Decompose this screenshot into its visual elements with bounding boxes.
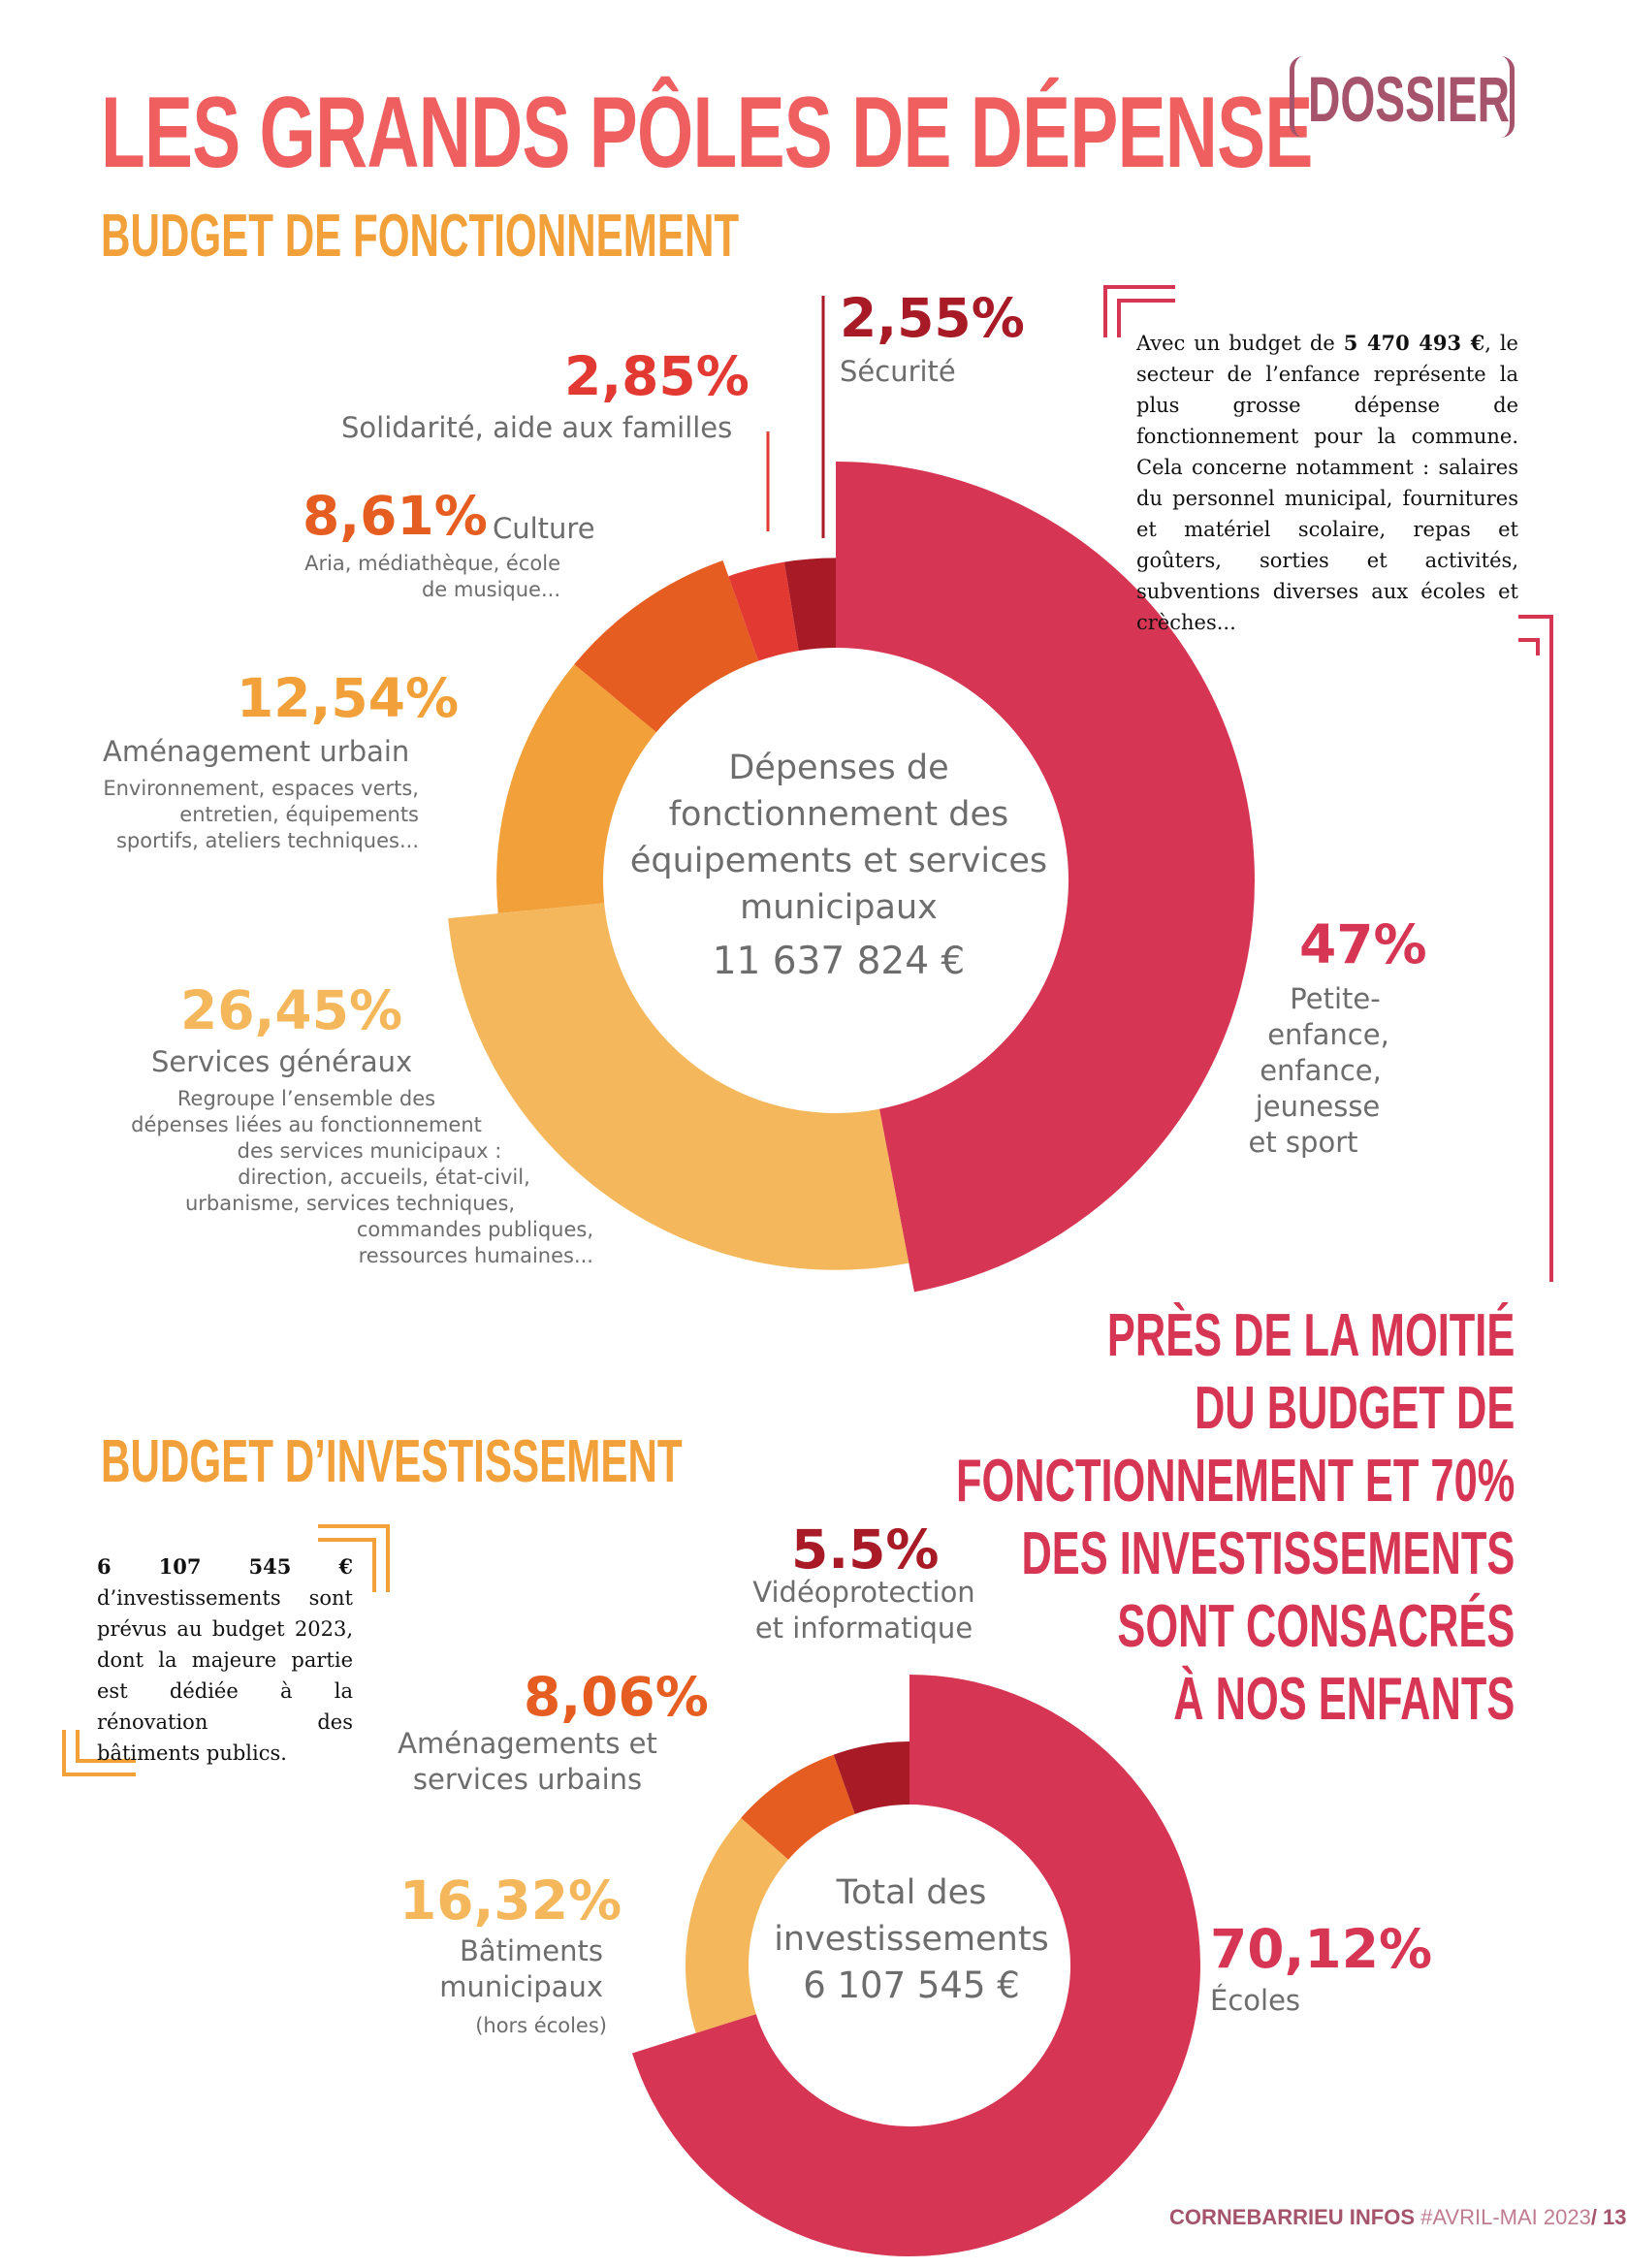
amenagement-sub-3: sportifs, ateliers techniques... bbox=[115, 829, 419, 852]
label-services-name: Services généraux bbox=[151, 1045, 413, 1078]
enfance-name-1: Petite- bbox=[1290, 982, 1381, 1015]
services-sub-1: Regroupe l’ensemble des bbox=[176, 1087, 436, 1110]
enfance-name-4: jeunesse bbox=[1255, 1090, 1381, 1123]
invest-note-amount: 6 107 545 € bbox=[97, 1554, 353, 1579]
label-securite-name: Sécurité bbox=[840, 355, 956, 388]
label-bat-name bbox=[380, 1933, 603, 2005]
center-line-4: municipaux bbox=[740, 888, 938, 927]
section-heading-fonctionnement: BUDGET DE FONCTIONNEMENT bbox=[101, 203, 740, 270]
quote-line-6: À NOS ENFANTS bbox=[1172, 1666, 1515, 1733]
label-bat-sub: (hors écoles) bbox=[475, 2014, 607, 2037]
label-solidarite-pct: 2,85% bbox=[564, 345, 750, 407]
label-amenagement-name: Aménagement urbain bbox=[103, 735, 410, 768]
label-solidarite-name: Solidarité, aide aux familles bbox=[341, 411, 733, 444]
amen-name-2: services urbains bbox=[412, 1763, 643, 1796]
amen-name-1: Aménagements et bbox=[398, 1727, 657, 1760]
services-sub-7: ressources humaines... bbox=[358, 1244, 593, 1267]
invest-center-total: 6 107 545 € bbox=[803, 1965, 1020, 2006]
page-footer bbox=[1169, 2205, 1627, 2230]
footer-issue: #AVRIL-MAI 2023 bbox=[1420, 2205, 1591, 2229]
label-video-name bbox=[741, 1575, 987, 1646]
enfance-name-2: enfance, bbox=[1267, 1018, 1389, 1051]
amenagement-sub-1: Environnement, espaces verts, bbox=[103, 777, 419, 800]
enfance-name-5: et sport bbox=[1248, 1126, 1358, 1159]
video-name-1: Vidéoprotection bbox=[752, 1576, 975, 1609]
center-line-2: fonctionnement des bbox=[668, 795, 1009, 834]
quote-line-1: PRÈS DE LA MOITIÉ bbox=[1106, 1302, 1515, 1369]
amenagement-sub-2: entretien, équipements bbox=[179, 803, 419, 826]
label-ecoles-name: Écoles bbox=[1210, 1984, 1301, 2017]
services-sub-2: dépenses liées au fonctionnement bbox=[131, 1113, 482, 1136]
label-enfance-pct: 47% bbox=[1299, 913, 1427, 975]
quote-line-5: SONT CONSACRÉS bbox=[1117, 1593, 1515, 1660]
quote-line-3: FONCTIONNEMENT ET 70% bbox=[955, 1448, 1515, 1515]
invest-note-post: d’investissements sont prévus au budget 2023, dont la majeure partie est dédiée à la rénovation des bâtiments publics. bbox=[97, 1586, 353, 1765]
invest-center-line-2: investissements bbox=[774, 1920, 1049, 1959]
label-culture-name: Culture bbox=[493, 512, 595, 545]
services-sub-3: des services municipaux : bbox=[237, 1139, 502, 1163]
quote-line-2: DU BUDGET DE bbox=[1194, 1375, 1515, 1442]
investissement-center bbox=[754, 1869, 1069, 2009]
label-services-pct: 26,45% bbox=[180, 979, 403, 1041]
dossier-badge-label: DOSSIER bbox=[1308, 63, 1510, 135]
enfance-note-pre: Avec un budget de bbox=[1136, 332, 1344, 355]
enfance-name-3: enfance, bbox=[1260, 1054, 1382, 1087]
footer-brand: CORNEBARRIEU INFOS bbox=[1169, 2205, 1416, 2229]
label-video-pct: 5.5% bbox=[791, 1518, 940, 1581]
invest-center-line-1: Total des bbox=[836, 1873, 987, 1912]
section-heading-investissement: BUDGET D’INVESTISSEMENT bbox=[101, 1428, 683, 1495]
label-amen-pct: 8,06% bbox=[524, 1666, 709, 1728]
services-sub-5: urbanisme, services techniques, bbox=[184, 1192, 516, 1215]
culture-sub-1: Aria, médiathèque, école bbox=[304, 552, 560, 575]
bat-name-2: municipaux bbox=[439, 1970, 603, 2003]
enfance-note-amount: 5 470 493 € bbox=[1343, 331, 1485, 355]
services-sub-4: direction, accueils, état-civil, bbox=[238, 1166, 530, 1189]
center-line-3: équipements et services bbox=[629, 842, 1048, 880]
bat-name-1: Bâtiments bbox=[459, 1934, 603, 1967]
culture-sub-2: de musique... bbox=[421, 578, 560, 601]
label-amenagement-pct: 12,54% bbox=[237, 667, 460, 729]
label-amen-name bbox=[382, 1726, 673, 1798]
label-culture-pct: 8,61% bbox=[303, 485, 488, 547]
label-bat-pct: 16,32% bbox=[399, 1869, 622, 1932]
label-securite-pct: 2,55% bbox=[840, 287, 1025, 349]
center-line-1: Dépenses de bbox=[728, 749, 949, 787]
page-title: LES GRANDS PÔLES DE DÉPENSE bbox=[101, 77, 1313, 189]
center-total: 11 637 824 € bbox=[712, 940, 966, 983]
label-ecoles-pct: 70,12% bbox=[1210, 1918, 1433, 1980]
services-sub-6: commandes publiques, bbox=[356, 1218, 593, 1241]
video-name-2: et informatique bbox=[754, 1612, 973, 1645]
quote-line-4: DES INVESTISSEMENTS bbox=[1021, 1520, 1515, 1587]
footer-page: / 13 bbox=[1590, 2205, 1627, 2229]
enfance-note-post: , le secteur de l’enfance représente la plus grosse dépense de fonctionnement pour la commune. Cela concerne notamment : salaires du personnel municipal, fournitures et matériel scolaire, repas et goûters, sorties et activités, subventions diverses aux écoles et crèches... bbox=[1136, 332, 1518, 634]
